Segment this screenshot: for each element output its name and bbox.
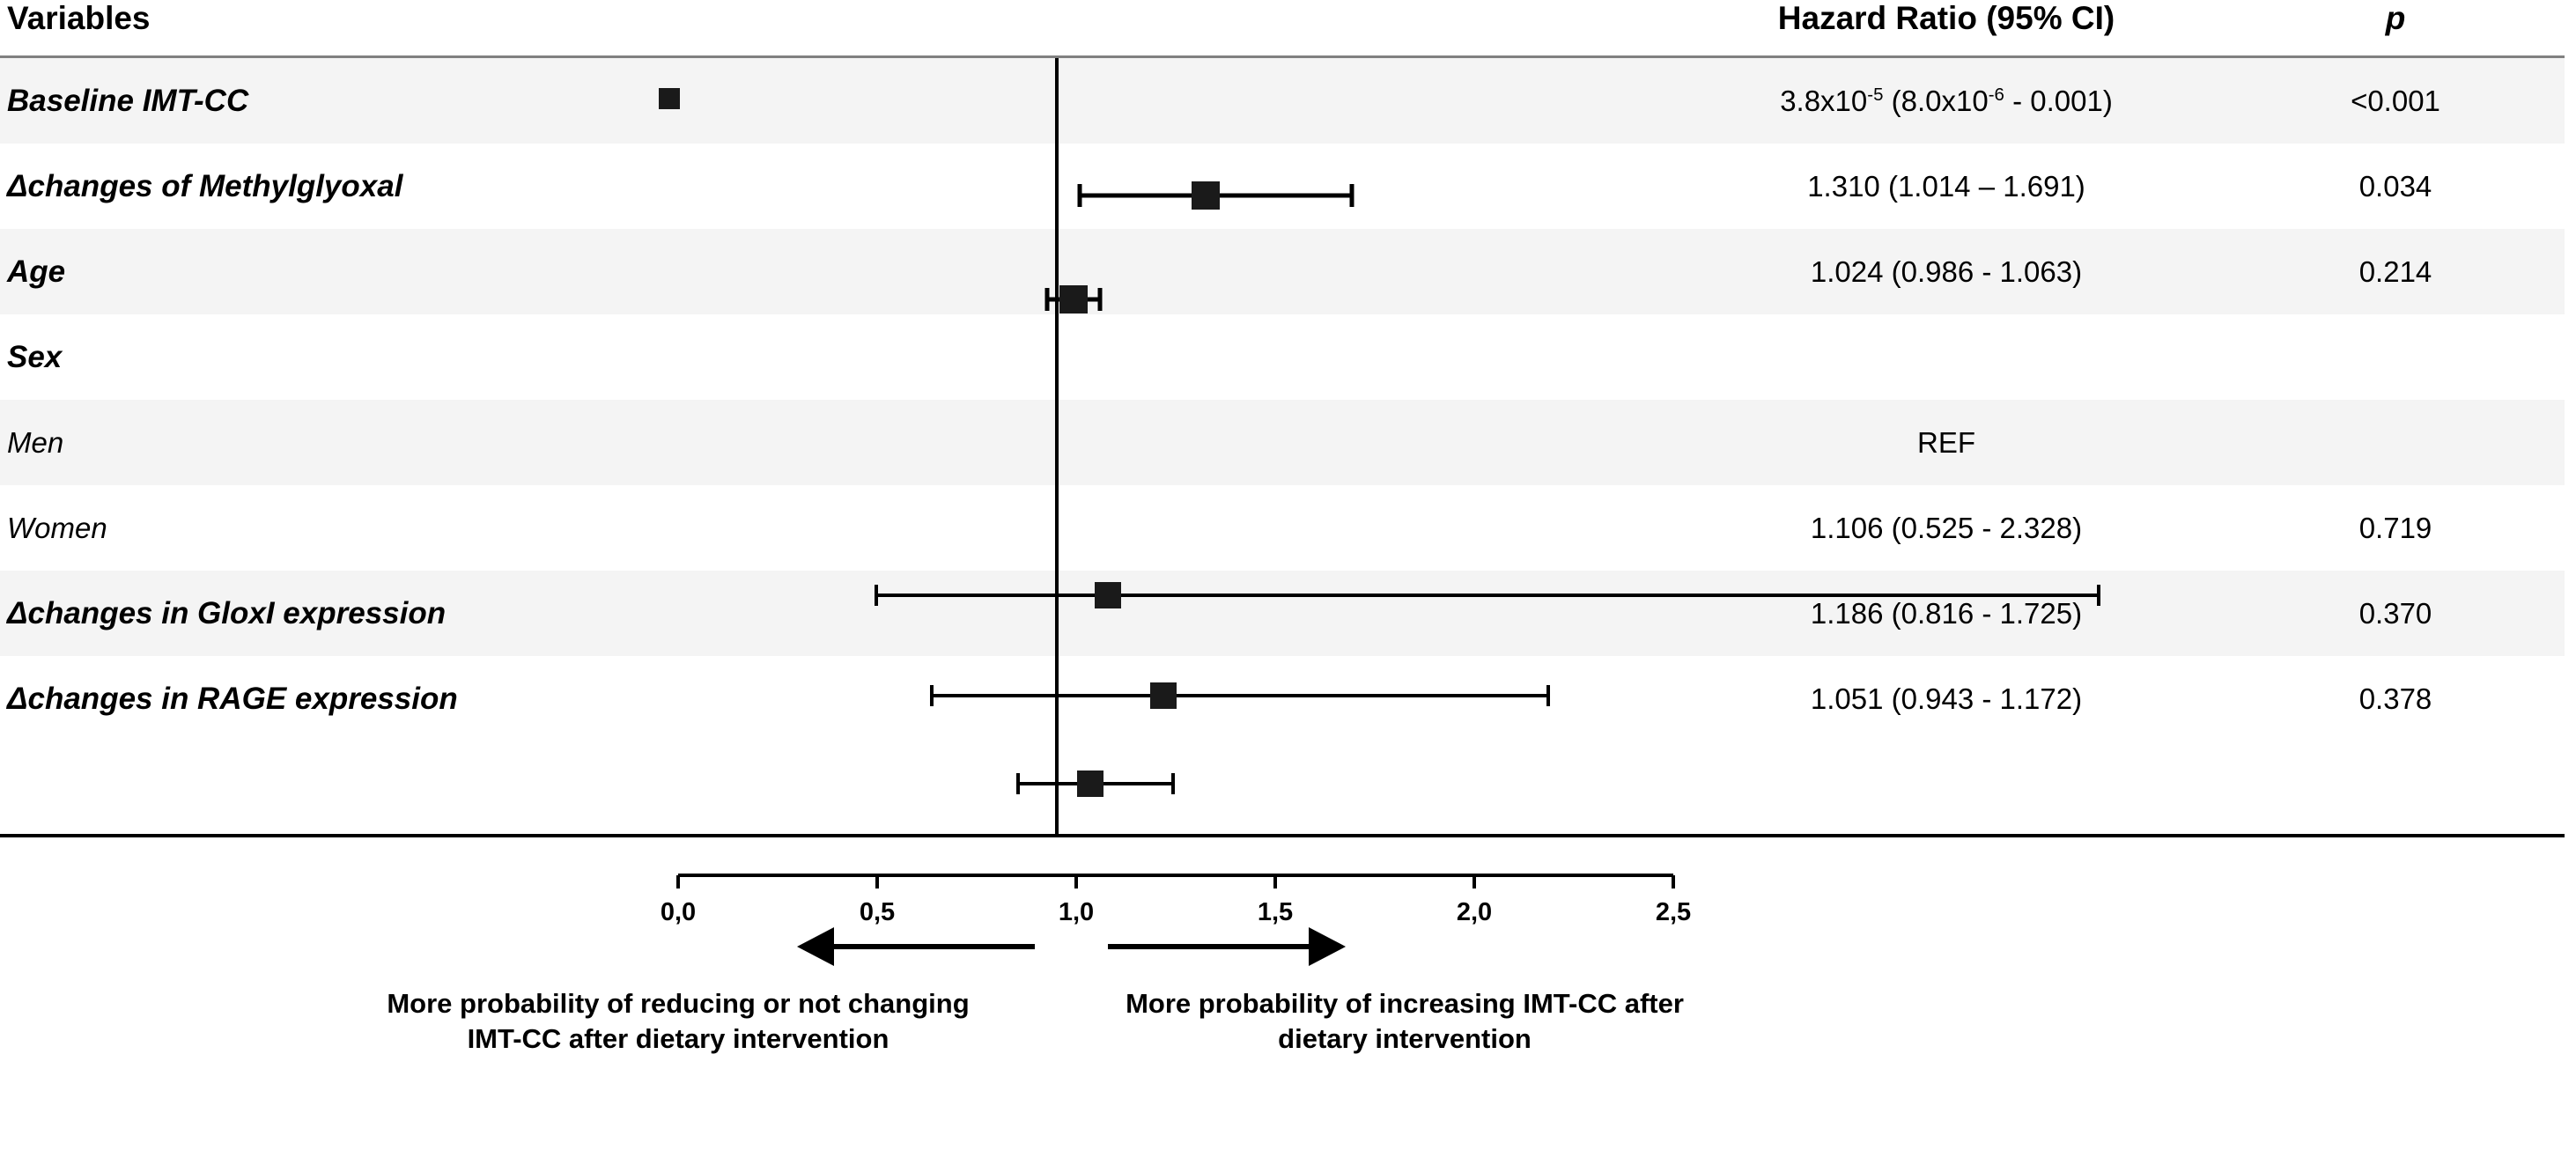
row-hazard-ratio: 1.106 (0.525 - 2.328) <box>1810 511 2083 544</box>
right-arrow-caption: More probability of increasing IMT-CC after dietary intervention <box>1126 988 1684 1054</box>
estimate-marker <box>1077 771 1103 797</box>
table-row <box>0 314 2565 400</box>
row-label: Δchanges in RAGE expression <box>7 681 458 716</box>
x-tick-label: 2,0 <box>1456 898 1493 926</box>
x-tick-label: 1,5 <box>1257 898 1294 926</box>
row-label: Δchanges in GloxI expression <box>7 595 447 630</box>
column-header-p-value: p <box>2385 0 2406 36</box>
table-bottom-divider <box>0 834 2565 837</box>
row-hazard-ratio: 1.024 (0.986 - 1.063) <box>1810 254 2083 288</box>
column-header-hazard-ratio: Hazard Ratio (95% CI) <box>1777 0 2115 36</box>
row-p-value: 0.719 <box>2358 511 2432 544</box>
left-arrow-caption: More probability of reducing or not changing IMT-CC after dietary intervention <box>387 988 970 1054</box>
row-p-value: 0.370 <box>2358 596 2432 630</box>
row-label: Age <box>7 254 66 289</box>
row-p-value: 0.034 <box>2358 169 2432 203</box>
row-hazard-ratio: 1.051 (0.943 - 1.172) <box>1810 682 2083 715</box>
table-row <box>0 485 2565 571</box>
row-hazard-ratio: REF <box>1917 425 1975 459</box>
table-body <box>0 58 2565 741</box>
table-row <box>0 656 2565 741</box>
row-label: Baseline IMT-CC <box>7 83 249 118</box>
row-hazard-ratio: 1.310 (1.014 – 1.691) <box>1807 169 2085 203</box>
row-label: Sex <box>7 339 63 374</box>
row-p-value: <0.001 <box>2351 84 2440 117</box>
table-row <box>0 571 2565 656</box>
left-direction-arrow <box>797 927 1035 966</box>
table-row <box>0 400 2565 485</box>
x-tick-label: 1,0 <box>1058 898 1095 926</box>
x-tick-label: 0,5 <box>859 898 896 926</box>
row-label: Men <box>7 425 64 459</box>
table-header <box>0 0 2576 55</box>
table-row <box>0 229 2565 314</box>
row-label: Women <box>7 511 107 544</box>
row-label: Δchanges of Methylglyoxal <box>7 168 403 203</box>
column-header-variables: Variables <box>7 0 151 36</box>
x-tick-label: 0,0 <box>660 898 697 926</box>
row-hazard-ratio: 1.186 (0.816 - 1.725) <box>1810 596 2083 630</box>
x-tick-label: 2,5 <box>1655 898 1692 926</box>
right-direction-arrow <box>1108 927 1346 966</box>
row-hazard-ratio: $3.8x10^{-5}$ $(8.0x10^{-6} - 0.001)$ <box>1780 84 2113 117</box>
table-row <box>0 58 2565 144</box>
row-p-value: 0.214 <box>2358 254 2432 288</box>
row-p-value: 0.378 <box>2358 682 2432 715</box>
table-row <box>0 144 2565 229</box>
